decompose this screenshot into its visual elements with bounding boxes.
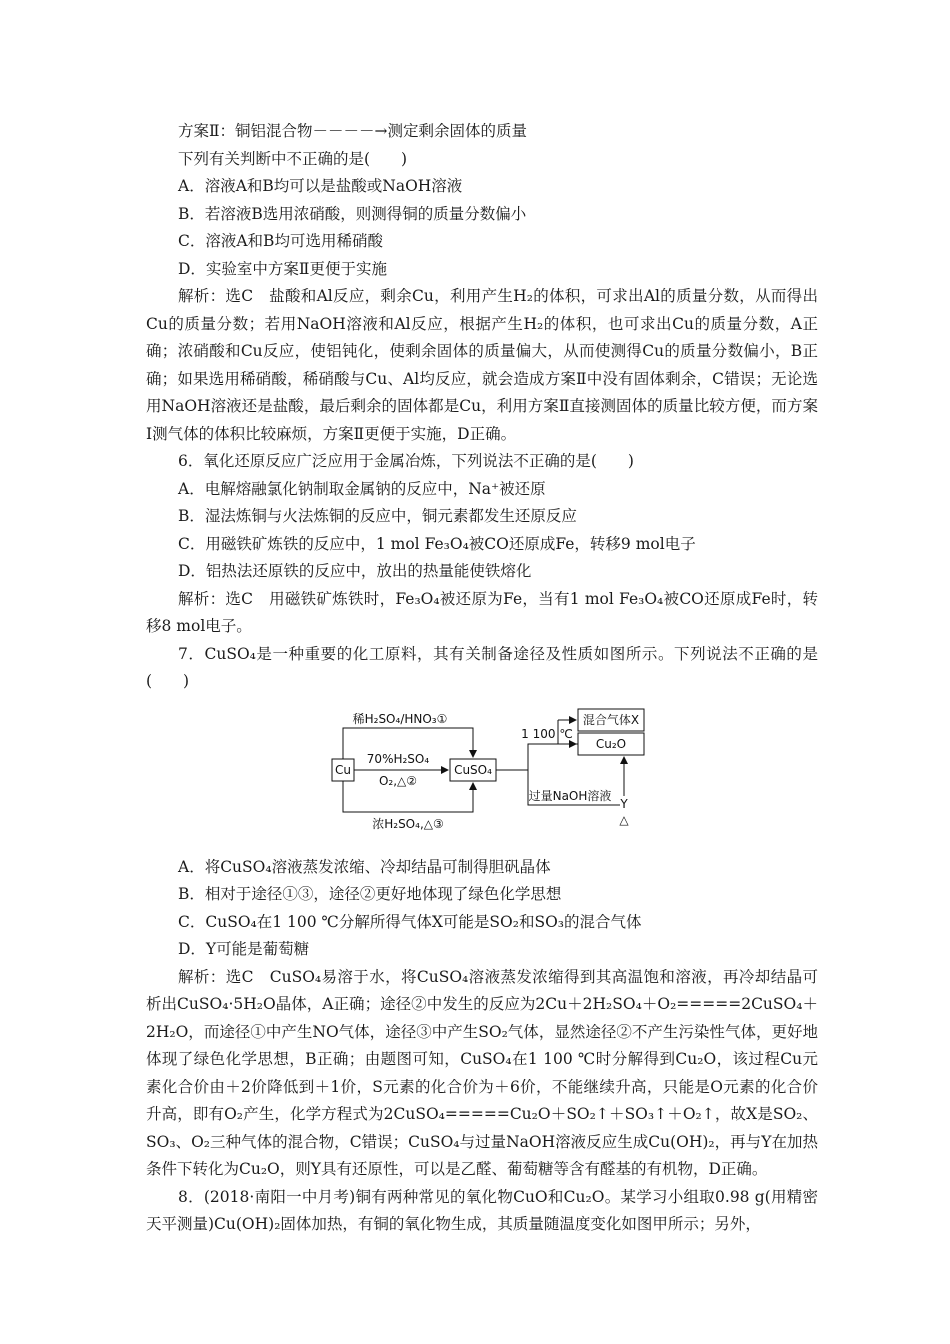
naoh-label: 过量NaOH溶液: [528, 788, 612, 803]
q6-option-c: C．用磁铁矿炼铁的反应中，1 mol Fe₃O₄被CO还原成Fe，转移9 mol电子: [178, 534, 696, 553]
q5-stem: 下列有关判断中不正确的是( ): [178, 149, 408, 168]
q5-analysis: 解析：选C 盐酸和Al反应，剩余Cu，利用产生H₂的体积，可求出Al的质量分数，从而得出Cu的质量分数；若用NaOH溶液和Al反应，根据产生H₂的体积，也可求出Cu的质量分数，A正确；浓硝酸和Cu反应，使铝钝化，使剩余固体的质量偏大，从而使测得Cu的质量分数偏小，B正确；如果选用稀硝酸，稀硝酸与Cu、Al均反应，就会造成方案Ⅱ中没有固体剩余，C错误；无论选用NaOH溶液还是盐酸，最后剩余的固体都是Cu，利用方案Ⅱ直接测固体的质量比较方便，而方案Ⅰ测气体的体积比较麻烦，方案Ⅱ更便于实施，D正确。: [146, 287, 818, 443]
q5-option-d: D．实验室中方案Ⅱ更便于实施: [178, 259, 387, 278]
route1-label: 稀H₂SO₄/HNO₃①: [352, 711, 448, 726]
q6-analysis: 解析：选C 用磁铁矿炼铁时，Fe₃O₄被还原为Fe，当有1 mol Fe₃O₄被CO还原成Fe时，转移8 mol电子。: [146, 589, 818, 635]
q5-option-a: A．溶液A和B均可以是盐酸或NaOH溶液: [178, 177, 463, 195]
q7-analysis: 解析：选C CuSO₄易溶于水，将CuSO₄溶液蒸发浓缩得到其高温饱和溶液，再冷却结晶可析出CuSO₄·5H₂O晶体，A正确；途径②中发生的反应为2Cu＋2H₂SO₄＋O₂=====2CuSO₄＋2H₂O，而途径①中产生NO气体，途径③中产生SO₂气体，显然途径②不产生污染性气体，更好地体现了绿色化学思想，B正确；由题图可知，CuSO₄在1 100 ℃时分解得到Cu₂O，该过程Cu元素化合价由＋2价降低到＋1价，S元素的化合价为＋6价，不能继续升高，只能是O元素的化合价升高，即有O₂产生，化学方程式为2CuSO₄=====Cu₂O＋SO₂↑＋SO₃↑＋O₂↑，故X是SO₂、SO₃、O₂三种气体的混合物，C错误；CuSO₄与过量NaOH溶液反应生成Cu(OH)₂，再与Y在加热条件下转化为Cu₂O，则Y具有还原性，可以是乙醛、葡萄糖等含有醛基的有机物，D正确。: [146, 967, 818, 1178]
q7-option-c: C．CuSO₄在1 100 ℃分解所得气体X可能是SO₂和SO₃的混合气体: [178, 912, 642, 931]
route2-top-label: 70%H₂SO₄: [366, 751, 430, 766]
q6-option-d: D．铝热法还原铁的反应中，放出的热量能使铁熔化: [178, 562, 532, 580]
q7-option-a: A．将CuSO₄溶液蒸发浓缩、冷却结晶可制得胆矾晶体: [178, 857, 551, 876]
heat-label: △: [619, 812, 629, 827]
temp-label: 1 100 ℃: [521, 726, 573, 741]
gas-x-label: 混合气体X: [582, 712, 640, 727]
q6-option-b: B．湿法炼铜与火法炼铜的反应中，铜元素都发生还原反应: [178, 507, 577, 525]
y-label: Y: [620, 796, 628, 811]
cu2o-label: Cu₂O: [595, 736, 627, 751]
route2-bottom-label: O₂,△②: [378, 773, 418, 788]
q7-option-d: D．Y可能是葡萄糖: [178, 940, 310, 958]
q7-stem: 7．CuSO₄是一种重要的化工原料，其有关制备途径及性质如图所示。下列说法不正确的是( ): [146, 644, 818, 690]
document-page: [146, 118, 818, 1239]
q7-option-b: B．相对于途径①③，途径②更好地体现了绿色化学思想: [178, 885, 562, 903]
cuso4-route-diagram: [146, 700, 818, 852]
cu-label: Cu: [335, 762, 351, 777]
branch-upper: [528, 744, 578, 770]
cuso4-label: CuSO₄: [454, 762, 492, 777]
q8-stem: 8．(2018·南阳一中月考)铜有两种常见的氧化物CuO和Cu₂O。某学习小组取0.98 g(用精密天平测量)Cu(OH)₂固体加热，有铜的氧化物生成，其质量随温度变化如图甲所示；另外，: [146, 1187, 818, 1233]
route3-label: 浓H₂SO₄,△③: [372, 816, 444, 831]
route-diagram-svg: [330, 704, 650, 849]
q5-option-c: C．溶液A和B均可选用稀硝酸: [178, 232, 383, 250]
q5-option-b: B．若溶液B选用浓硝酸，则测得铜的质量分数偏小: [178, 204, 527, 223]
plan2-line: 方案Ⅱ：铜铝混合物－－－－→测定剩余固体的质量: [178, 122, 528, 140]
q6-stem: 6．氧化还原反应广泛应用于金属冶炼，下列说法不正确的是( ): [178, 452, 634, 470]
q6-option-a: A．电解熔融氯化钠制取金属钠的反应中，Na⁺被还原: [178, 479, 546, 498]
